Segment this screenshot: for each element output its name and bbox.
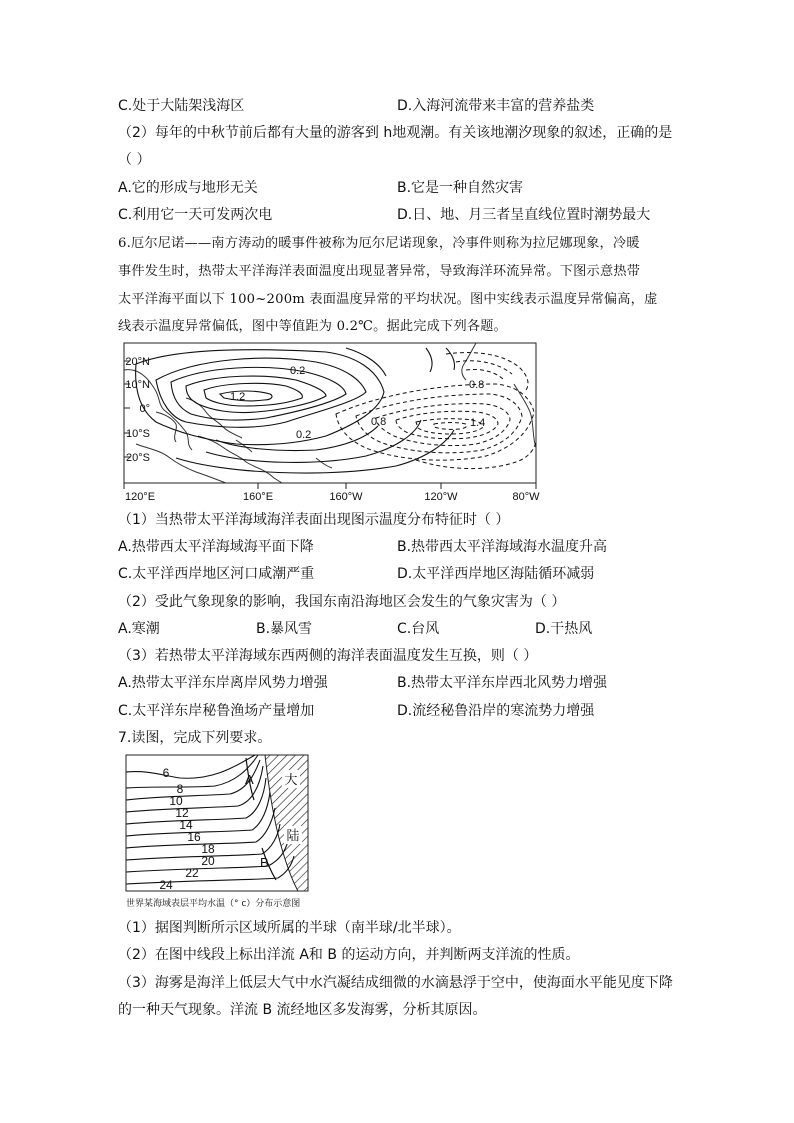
isotherm-label: 22 bbox=[185, 866, 199, 880]
isotherm-label: 12 bbox=[175, 806, 189, 820]
lon-label: 80°W bbox=[512, 491, 540, 503]
lat-label: 0° bbox=[139, 403, 150, 415]
q6-s2-option-c: C.台风 bbox=[397, 621, 440, 637]
q6-s1-option-c: C.太平洋西岸地区河口咸潮严重 bbox=[118, 566, 315, 582]
land-label: 大 bbox=[284, 772, 298, 787]
q5-sub2-option-a: A.它的形成与地形无关 bbox=[118, 180, 258, 196]
isotherm-label: 8 bbox=[176, 782, 184, 796]
q5-sub2-stem: （2）每年的中秋节前后都有大量的游客到 h地观潮。有关该地潮汐现象的叙述，正确的是 bbox=[118, 125, 673, 141]
lon-label: 120°W bbox=[424, 491, 458, 503]
q5-option-d: D.入海河流带来丰富的营养盐类 bbox=[397, 98, 595, 114]
q6-s2-option-b: B.暴风雪 bbox=[256, 621, 313, 637]
figure-caption: 世界某海域表层平均水温（° c）分布示意图 bbox=[126, 899, 301, 909]
isotherm-label: 18 bbox=[201, 842, 215, 856]
contour-label: 0.2 bbox=[296, 429, 312, 441]
q7-s3-line1: （3）海雾是海洋上低层大气中水汽凝结成细微的水滴悬浮于空中，使海面水平能见度下降 bbox=[118, 975, 673, 991]
current-b-label: B bbox=[260, 855, 269, 870]
contour-label: 0.2 bbox=[290, 365, 306, 377]
q6-s2-stem: （2）受此气象现象的影响，我国东南沿海地区会发生的气象灾害为（ ） bbox=[118, 594, 566, 610]
q5-sub2-option-b: B.它是一种自然灾害 bbox=[397, 180, 524, 196]
isotherm-label: 16 bbox=[187, 830, 201, 844]
q6-s3-option-d: D.流经秘鲁沿岸的寒流势力增强 bbox=[397, 703, 595, 719]
q5-option-c: C.处于大陆架浅海区 bbox=[118, 98, 245, 114]
q6-s3-option-a: A.热带太平洋东岸离岸风势力增强 bbox=[118, 675, 328, 691]
q6-s3-option-b: B.热带太平洋东岸西北风势力增强 bbox=[397, 675, 608, 691]
q6-intro-line1: 6.厄尔尼诺——南方涛动的暖事件被称为厄尔尼诺现象，冷事件则称为拉尼娜现象，冷暖 bbox=[118, 236, 640, 251]
q6-intro-line2: 事件发生时，热带太平洋海洋表面温度出现显著异常，导致海洋环流异常。下图示意热带 bbox=[118, 264, 641, 279]
q6-intro-line3: 太平洋海平面以下 100~200m 表面温度异常的平均状况。图中实线表示温度异常偏高，虚 bbox=[118, 292, 658, 307]
q6-s1-option-d: D.太平洋西岸地区海陆循环减弱 bbox=[397, 566, 595, 582]
isotherm-label: 20 bbox=[201, 854, 215, 868]
contour-label: 0.8 bbox=[469, 379, 485, 391]
q6-s1-option-a: A.热带西太平洋海域海平面下降 bbox=[118, 539, 314, 555]
q7-s3-line2: 的一种天气现象。洋流 B 流经地区多发海雾，分析其原因。 bbox=[118, 1002, 487, 1018]
q7-s2: （2）在图中线段上标出洋流 A和 B 的运动方向，并判断两支洋流的性质。 bbox=[118, 947, 580, 963]
isotherm-label: 14 bbox=[179, 818, 193, 832]
contour-label: 0.8 bbox=[371, 416, 387, 428]
q7-s1: （1）据图判断所示区域所属的半球（南半球/北半球）。 bbox=[118, 920, 461, 936]
q5-sub2-bracket: （ ） bbox=[118, 152, 151, 168]
land-label: 陆 bbox=[286, 828, 300, 843]
q6-s3-option-c: C.太平洋东岸秘鲁渔场产量增加 bbox=[118, 703, 315, 719]
q5-sub2-option-d: D.日、地、月三者呈直线位置时潮势最大 bbox=[397, 207, 651, 223]
q7-stem: 7.读图，完成下列要求。 bbox=[118, 730, 272, 746]
lat-label: 10°N bbox=[125, 379, 150, 391]
q6-s2-option-a: A.寒潮 bbox=[118, 621, 160, 637]
q6-intro-line4: 线表示温度异常偏低，图中等值距为 0.2℃。据此完成下列各题。 bbox=[118, 319, 507, 334]
isotherm-label: 10 bbox=[169, 794, 183, 808]
lon-label: 160°W bbox=[329, 491, 363, 503]
q5-sub2-option-c: C.利用它一天可发两次电 bbox=[118, 207, 273, 223]
isotherm-label: 6 bbox=[162, 766, 170, 780]
sea-temperature-figure bbox=[120, 752, 316, 912]
q6-s2-option-d: D.干热风 bbox=[535, 621, 593, 637]
lon-label: 120°E bbox=[124, 491, 156, 503]
lat-label: 20°S bbox=[126, 452, 150, 464]
temperature-anomaly-map bbox=[116, 340, 546, 505]
q6-s1-stem: （1）当热带太平洋海域海洋表面出现图示温度分布特征时（ ） bbox=[118, 512, 510, 528]
lat-label: 10°S bbox=[126, 428, 150, 440]
current-a-label: A bbox=[245, 772, 254, 787]
contour-label: 1.4 bbox=[470, 417, 486, 429]
lat-label: 20°N bbox=[125, 356, 150, 368]
q6-s3-stem: （3）若热带太平洋海域东西两侧的海洋表面温度发生互换，则（ ） bbox=[118, 648, 538, 664]
q6-s1-option-b: B.热带西太平洋海域海水温度升高 bbox=[397, 539, 608, 555]
isotherm-label: 24 bbox=[159, 878, 173, 892]
lon-label: 160°E bbox=[242, 491, 274, 503]
contour-label: 1.2 bbox=[230, 391, 246, 403]
